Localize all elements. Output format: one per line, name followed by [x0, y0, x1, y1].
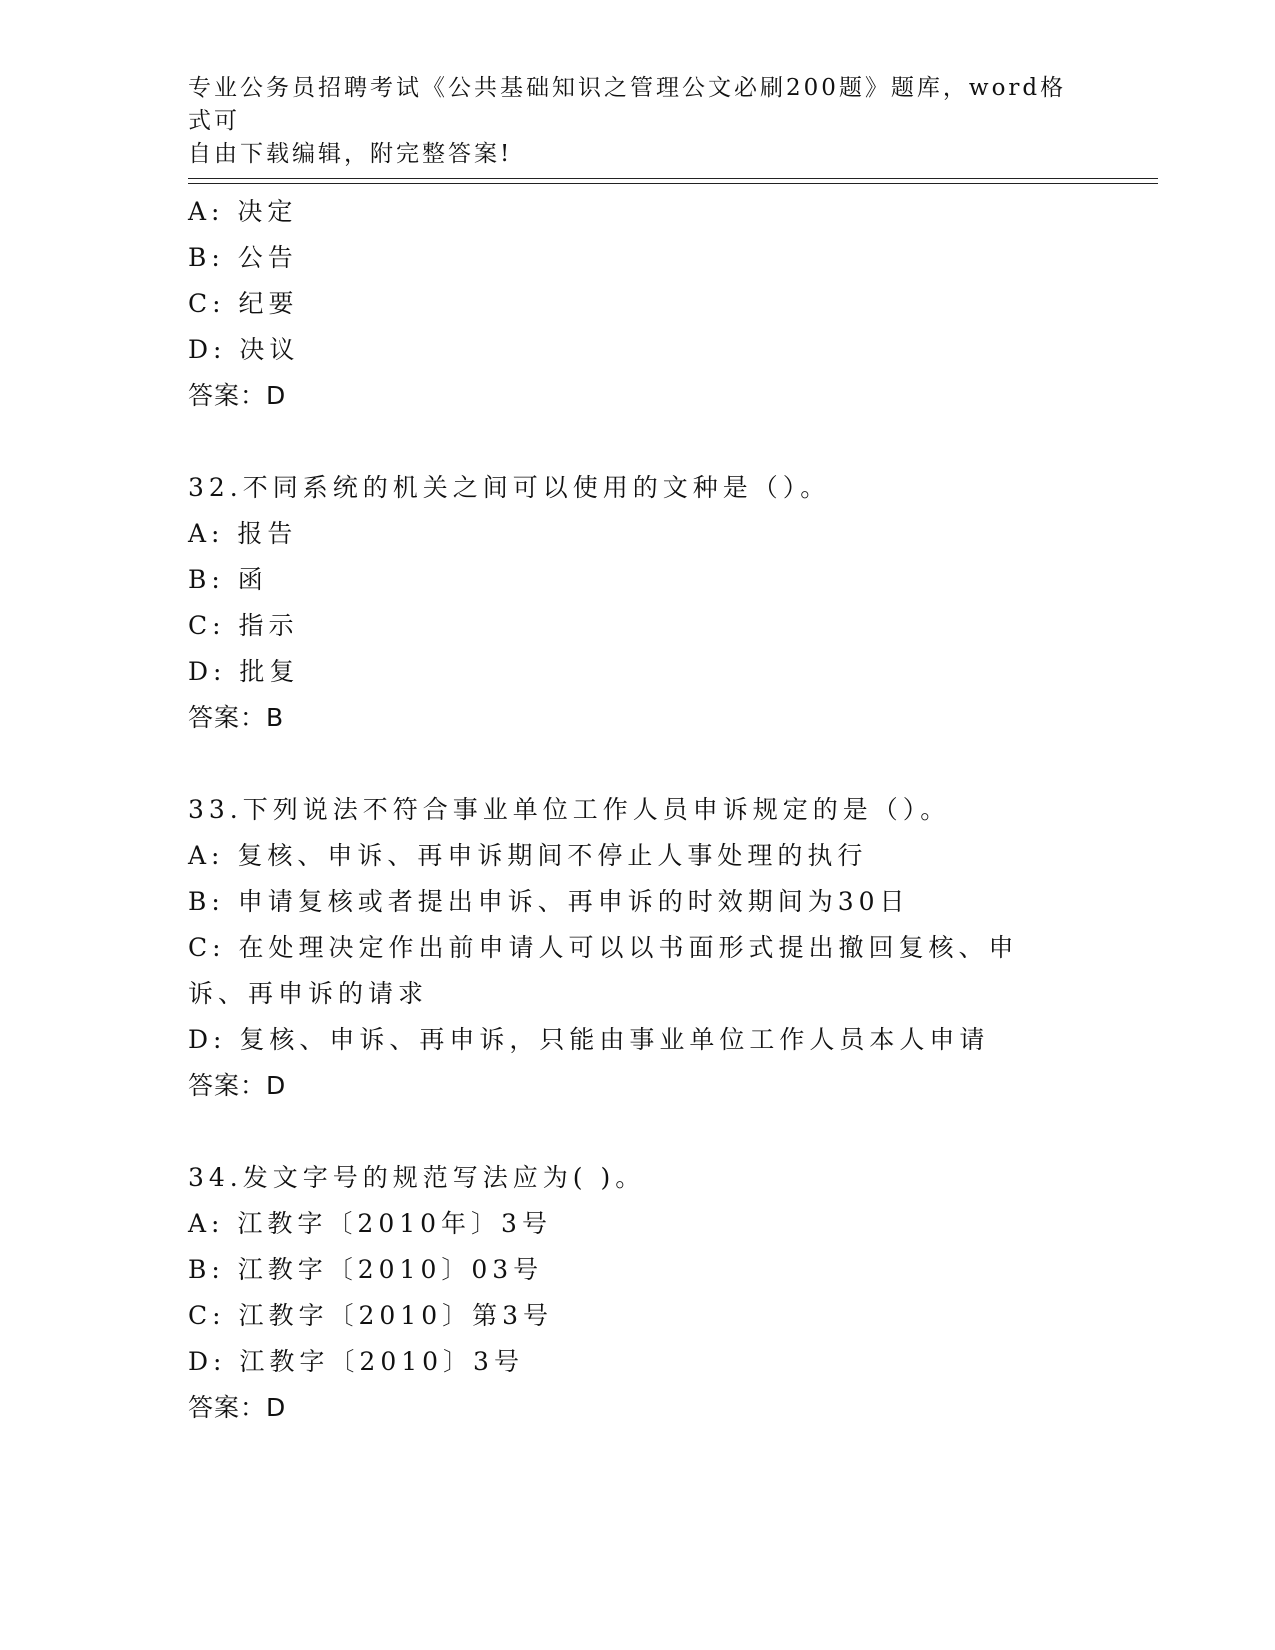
option-c: C: 指示	[188, 611, 299, 640]
question-block-33	[188, 787, 1088, 1109]
option-b: B: 公告	[188, 243, 298, 272]
answer-line: 答案：D	[188, 381, 287, 410]
question-block-34	[188, 1155, 1088, 1431]
document-header	[188, 72, 1088, 171]
answer-line: 答案：B	[188, 703, 285, 732]
option-d: D: 复核、申诉、再申诉，只能由事业单位工作人员本人申请	[188, 1025, 990, 1054]
question-block-32	[188, 465, 1088, 741]
spacer	[188, 419, 1088, 465]
header-rule-top	[188, 178, 1158, 179]
option-d: D: 批复	[188, 657, 300, 686]
option-c: C: 纪要	[188, 289, 299, 318]
question-title: 34.发文字号的规范写法应为( )。	[188, 1163, 646, 1192]
header-rule-bottom	[188, 183, 1158, 184]
question-list	[188, 189, 1088, 1431]
option-a: A: 江教字〔2010年〕3号	[188, 1209, 552, 1238]
header-line-1: 专业公务员招聘考试《公共基础知识之管理公文必刷200题》题库，word格式可	[188, 75, 1067, 134]
option-a: A: 复核、申诉、再申诉期间不停止人事处理的执行	[188, 841, 868, 870]
spacer	[188, 741, 1088, 787]
option-c: C: 在处理决定作出前申请人可以以书面形式提出撤回复核、申诉、再申诉的请求	[188, 933, 1019, 1008]
answer-line: 答案：D	[188, 1071, 287, 1100]
option-a: A: 报告	[188, 519, 298, 548]
question-block-31	[188, 189, 1088, 419]
question-title: 32.不同系统的机关之间可以使用的文种是（）。	[188, 473, 831, 502]
answer-line: 答案：D	[188, 1393, 287, 1422]
option-d: D: 决议	[188, 335, 300, 364]
question-title: 33.下列说法不符合事业单位工作人员申诉规定的是（）。	[188, 795, 951, 824]
option-b: B: 函	[188, 565, 268, 594]
option-b: B: 江教字〔2010〕03号	[188, 1255, 544, 1284]
option-b: B: 申请复核或者提出申诉、再申诉的时效期间为30日	[188, 887, 910, 916]
spacer	[188, 1109, 1088, 1155]
option-c: C: 江教字〔2010〕第3号	[188, 1301, 554, 1330]
option-d: D: 江教字〔2010〕3号	[188, 1347, 524, 1376]
header-line-2: 自由下载编辑，附完整答案!	[188, 141, 513, 167]
option-a: A: 决定	[188, 197, 298, 226]
